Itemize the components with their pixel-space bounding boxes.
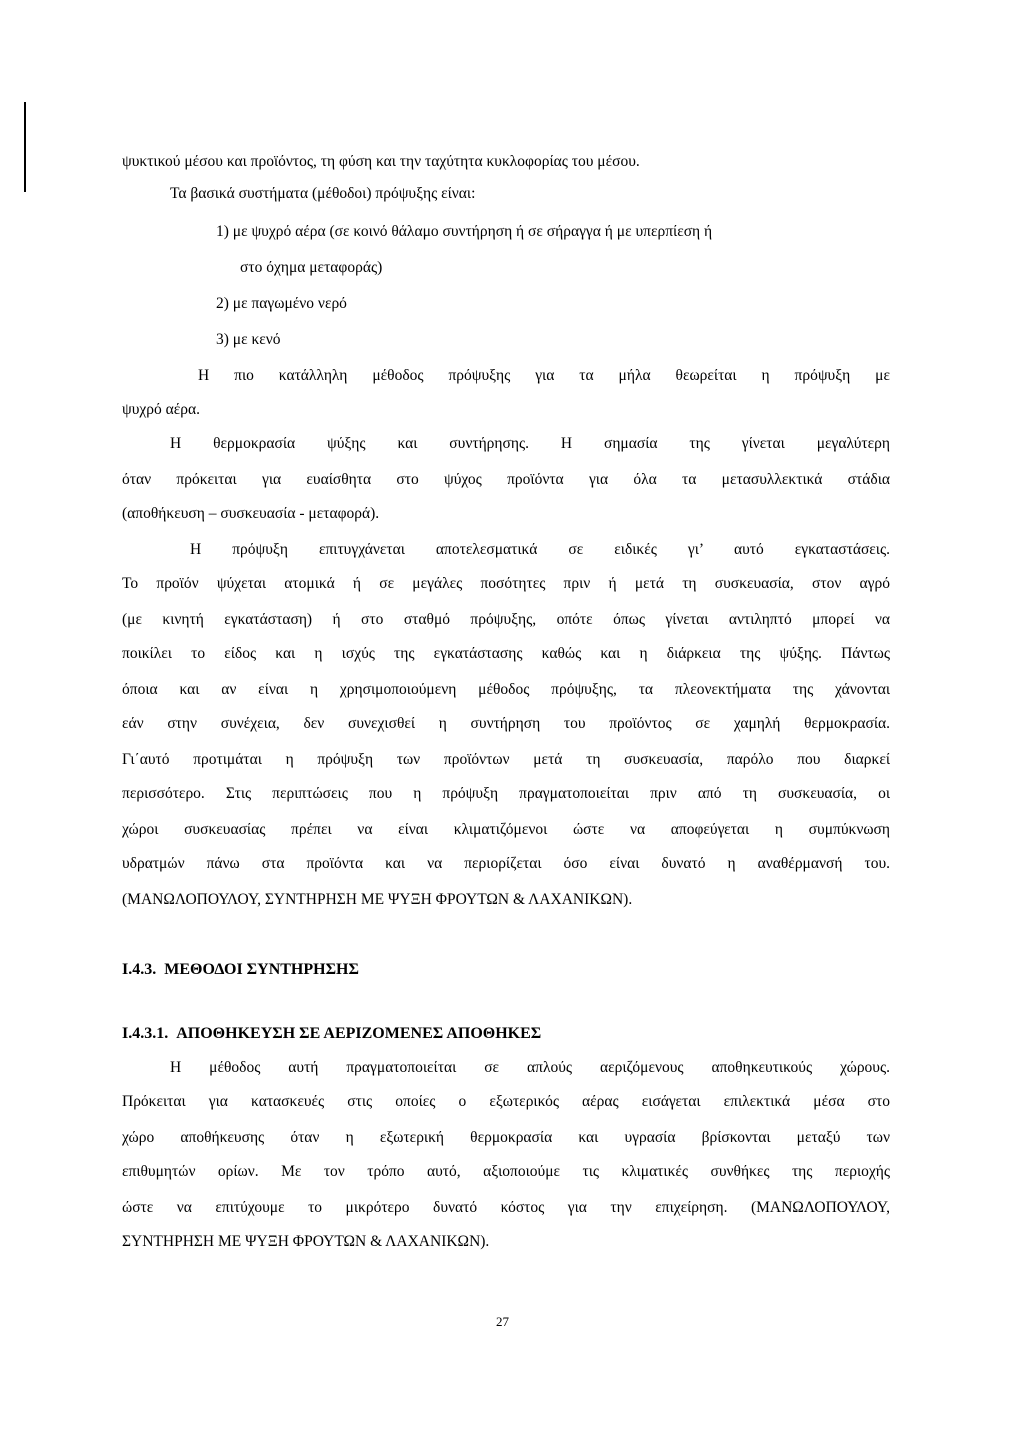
text-line: Πρόκειται για κατασκευές στις οποίες ο εξωτερικός αέρας εισάγεται επιλεκτικά μέσα στο	[122, 1093, 890, 1110]
text-line: ψυκτικού μέσου και προϊόντος, τη φύση και την ταχύτητα κυκλοφορίας του μέσου.	[122, 153, 640, 170]
margin-mark	[24, 102, 26, 192]
text-line: χώροι συσκευασίας πρέπει να είναι κλιματιζόμενοι ώστε να αποφεύγεται η συμπύκνωση	[122, 821, 890, 838]
list-item-continuation: στο όχημα μεταφοράς)	[240, 259, 383, 276]
text-line: (αποθήκευση – συσκευασία - μεταφορά).	[122, 505, 380, 522]
subsection-heading	[122, 1024, 541, 1044]
text-line: όταν πρόκειται για ευαίσθητα στο ψύχος προϊόντα για όλα τα μετασυλλεκτικά στάδια	[122, 471, 890, 488]
text-line: Γι΄αυτό προτιμάται η πρόψυξη των προϊόντων μετά τη συσκευασία, παρόλο που διαρκεί	[122, 751, 890, 768]
text-line: (με κινητή εγκατάσταση) ή στο σταθμό πρόψυξης, οπότε όπως γίνεται αντιληπτό μπορεί να	[122, 611, 890, 628]
text-line: Τα βασικά συστήματα (μέθοδοι) πρόψυξης είναι:	[170, 185, 476, 202]
text-line: ώστε να επιτύχουμε το μικρότερο δυνατό κόστος για την επιχείρηση. (ΜΑΝΩΛΟΠΟΥΛΟΥ,	[122, 1199, 890, 1216]
section-heading	[122, 960, 359, 980]
list-item: 3) με κενό	[216, 331, 281, 348]
text-line: ποικίλει το είδος και η ισχύς της εγκατάστασης καθώς και η διάρκεια της ψύξης. Πάντως	[122, 645, 890, 662]
text-line: ψυχρό αέρα.	[122, 401, 200, 418]
text-line: Το προϊόν ψύχεται ατομικά ή σε μεγάλες ποσότητες πριν ή μετά τη συσκευασία, στον αγρό	[122, 575, 890, 592]
text-line: χώρο αποθήκευσης όταν η εξωτερική θερμοκρασία και υγρασία βρίσκονται μεταξύ των	[122, 1129, 890, 1146]
page-number: 27	[496, 1314, 509, 1329]
section-number: I.4.3.	[122, 961, 157, 978]
list-item: 2) με παγωμένο νερό	[216, 295, 347, 312]
citation: ΣΥΝΤΗΡΗΣΗ ΜΕ ΨΥΞΗ ΦΡΟΥΤΩΝ & ΛΑΧΑΝΙΚΩΝ).	[122, 1233, 490, 1250]
subsection-title: ΑΠΟΘΗΚΕΥΣΗ ΣΕ ΑΕΡΙΖΟΜΕΝΕΣ ΑΠΟΘΗΚΕΣ	[176, 1025, 542, 1042]
text-line: όποια και αν είναι η χρησιμοποιούμενη μέθοδος πρόψυξης, τα πλεονεκτήματα της χάνονται	[122, 681, 890, 698]
section-title: ΜΕΘΟΔΟΙ ΣΥΝΤΗΡΗΣΗΣ	[164, 961, 359, 978]
text-line: εάν στην συνέχεια, δεν συνεχισθεί η συντήρηση του προϊόντος σε χαμηλή θερμοκρασία.	[122, 715, 890, 732]
text-line: περισσότερο. Στις περιπτώσεις που η πρόψυξη πραγματοποιείται πριν από τη συσκευασία, οι	[122, 785, 890, 802]
text-line: επιθυμητών ορίων. Με τον τρόπο αυτό, αξιοποιούμε τις κλιματικές συνθήκες της περιοχής	[122, 1163, 890, 1180]
citation: (ΜΑΝΩΛΟΠΟΥΛΟΥ, ΣΥΝΤΗΡΗΣΗ ΜΕ ΨΥΞΗ ΦΡΟΥΤΩΝ & ΛΑΧΑΝΙΚΩΝ).	[122, 891, 633, 908]
text-line: Η πρόψυξη επιτυγχάνεται αποτελεσματικά σε ειδικές γι’ αυτό εγκαταστάσεις.	[190, 541, 890, 558]
text-line: Η θερμοκρασία ψύξης και συντήρησης. Η σημασία της γίνεται μεγαλύτερη	[170, 435, 890, 452]
text-line: Η πιο κατάλληλη μέθοδος πρόψυξης για τα μήλα θεωρείται η πρόψυξη με	[198, 367, 890, 384]
subsection-number: I.4.3.1.	[122, 1025, 169, 1042]
list-item: 1) με ψυχρό αέρα (σε κοινό θάλαμο συντήρηση ή σε σήραγγα ή με υπερπίεση ή	[216, 223, 713, 240]
text-line: υδρατμών πάνω στα προϊόντα και να περιορίζεται όσο είναι δυνατό η αναθέρμανσή του.	[122, 855, 890, 872]
text-line: Η μέθοδος αυτή πραγματοποιείται σε απλούς αεριζόμενους αποθηκευτικούς χώρους.	[170, 1059, 890, 1076]
